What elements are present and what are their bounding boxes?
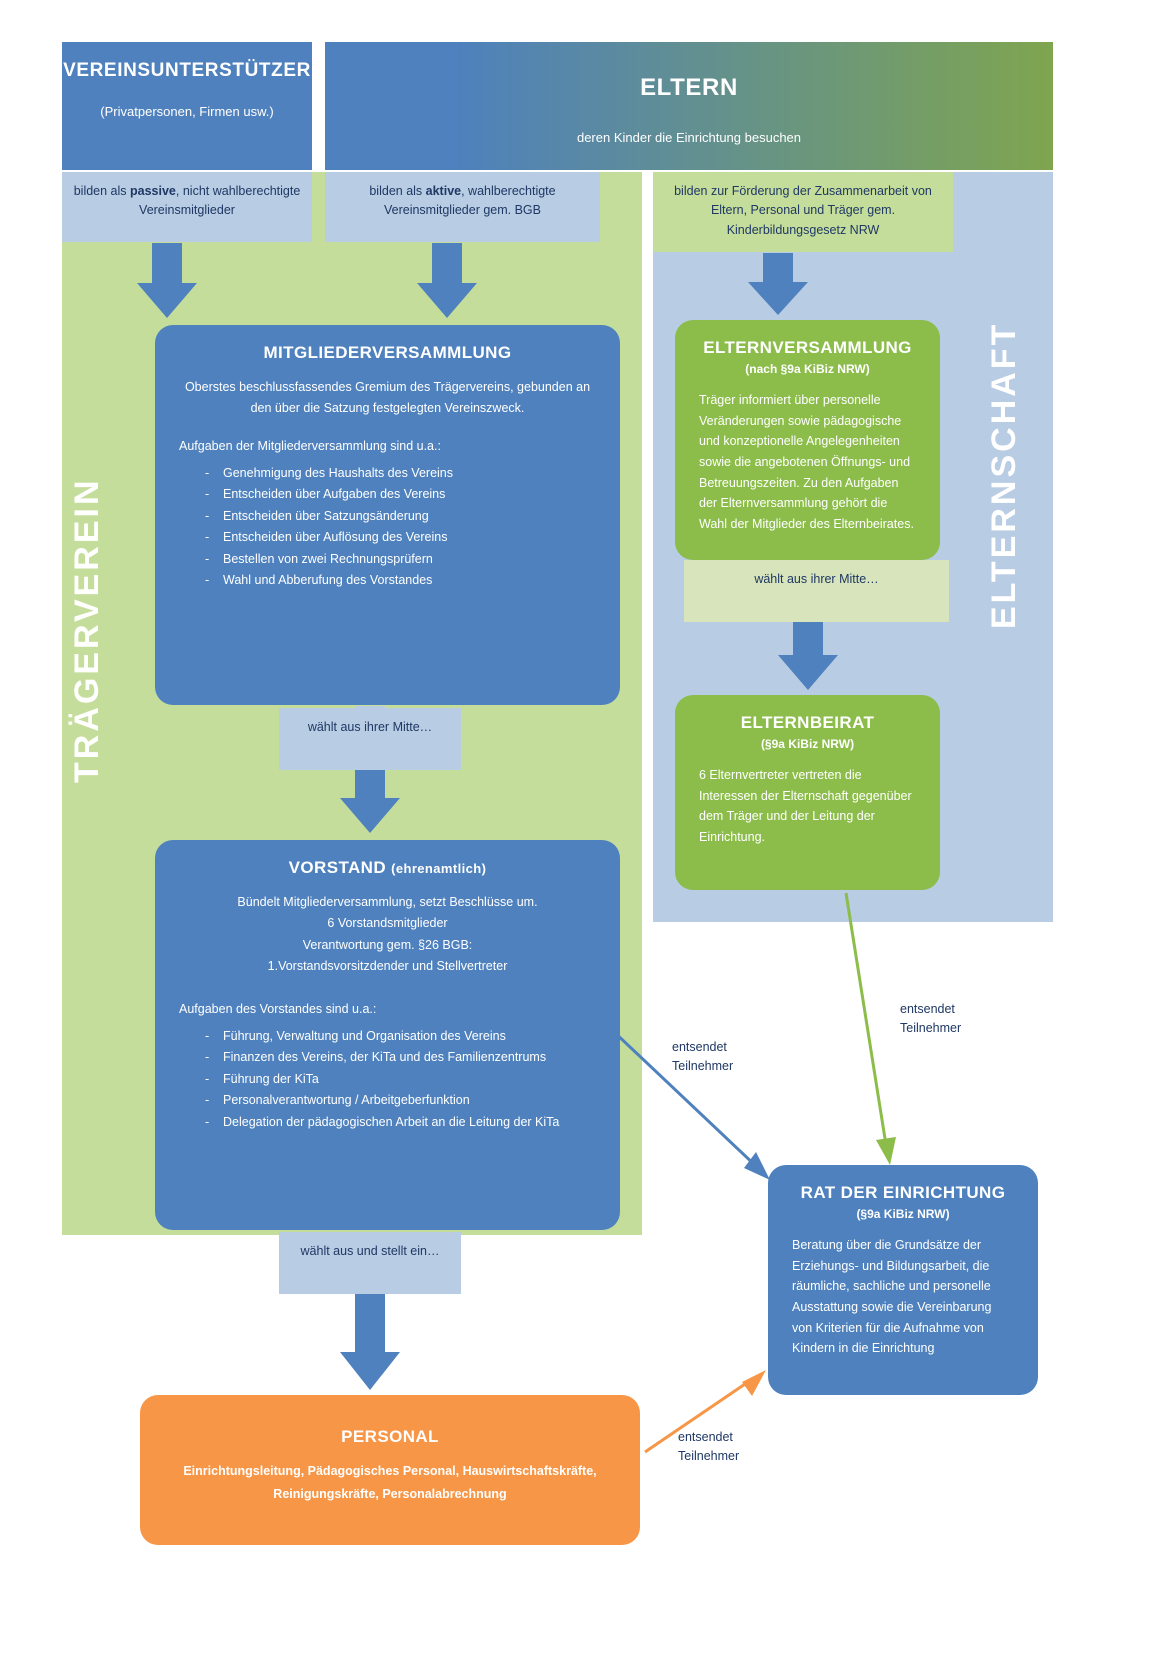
- node-vorstand-title-suffix: (ehrenamtlich): [391, 861, 487, 876]
- node-elternbeirat-subtitle: (§9a KiBiz NRW): [760, 737, 855, 751]
- node-mitgliederversammlung-intro: Oberstes beschlussfassendes Gremium des Trägervereins, gebunden an den über die Satzung festgelegten Vereinszweck.: [184, 380, 591, 415]
- node-personal: [140, 1395, 640, 1545]
- caption-waehlt-stellt-ein: wählt aus und stellt ein…: [279, 1232, 461, 1294]
- arrow-vorstand-to-personal: [340, 1294, 400, 1390]
- list-item: - Führung, Verwaltung und Organisation des Vereins: [179, 1026, 596, 1048]
- list-item: - Personalverantwortung / Arbeitgeberfunktion: [179, 1090, 596, 1112]
- caption-aktive-bold: aktive: [425, 184, 462, 198]
- node-rat-der-einrichtung-subtitle: (§9a KiBiz NRW): [856, 1207, 950, 1221]
- node-elternbeirat-text: 6 Elternvertreter vertreten die Interessen der Elternschaft gegenüber dem Träger und der Leitung der Einrichtung.: [699, 768, 912, 844]
- caption-foerderung-zusammenarbeit: bilden zur Förderung der Zusammenarbeit von Eltern, Personal und Träger gem. Kinderbildungsgesetz NRW: [653, 172, 953, 252]
- traegerverein-column-label: TRÄGERVEREIN: [68, 477, 106, 783]
- caption-aktive-pre: bilden als: [369, 184, 426, 198]
- header-vereinsunterstuetzer-subtitle: (Privatpersonen, Firmen usw.): [100, 104, 274, 119]
- arrow-elternbeirat-to-rat: [846, 893, 896, 1165]
- label-entsendet-vorstand: entsendet Teilnehmer: [672, 1040, 734, 1073]
- header-eltern-title: ELTERN: [640, 74, 738, 101]
- elternschaft-column-label: ELTERNSCHAFT: [985, 321, 1023, 629]
- caption-aktive-post: , wahlberechtigte Vereinsmitglieder gem. BGB: [383, 184, 556, 218]
- node-vorstand: [155, 840, 620, 1230]
- node-mitgliederversammlung-task-list: [179, 463, 596, 592]
- list-item: - Delegation der pädagogischen Arbeit an die Leitung der KiTa: [179, 1112, 596, 1134]
- node-elternversammlung-text: Träger informiert über personelle Veränderungen sowie pädagogische und konzeptionelle Angelegenheiten sowie die angebotenen Öffnungs- und Betreuungszeiten. Zu den Aufgaben der Elternversammlung gehört die Wahl der Mitglieder des Elternbeirates.: [699, 393, 914, 531]
- node-elternversammlung: [675, 320, 940, 560]
- node-mitgliederversammlung: [155, 325, 620, 705]
- node-vorstand-task-list: [179, 1026, 596, 1134]
- header-eltern: [325, 42, 1053, 170]
- caption-passive-post: , nicht wahlberechtigte Vereinsmitglieder: [139, 184, 301, 218]
- node-mitgliederversammlung-tasks-intro: Aufgaben der Mitgliederversammlung sind u.a.:: [179, 439, 441, 454]
- caption-waehlt-mitte-vorstand: wählt aus ihrer Mitte…: [279, 708, 461, 770]
- header-vereinsunterstuetzer-title: VEREINSUNTERSTÜTZER: [63, 60, 311, 81]
- node-elternversammlung-subtitle: (nach §9a KiBiz NRW): [745, 362, 870, 376]
- header-eltern-subtitle: deren Kinder die Einrichtung besuchen: [576, 130, 802, 145]
- node-elternbeirat-title: ELTERNBEIRAT: [740, 713, 875, 732]
- node-elternbeirat: [675, 695, 940, 890]
- header-vereinsunterstuetzer: [62, 42, 312, 170]
- node-vorstand-tasks-intro: Aufgaben des Vorstandes sind u.a.:: [179, 1002, 377, 1016]
- list-item: - Finanzen des Vereins, der KiTa und des Familienzentrums: [179, 1047, 596, 1069]
- node-rat-der-einrichtung: [768, 1165, 1038, 1395]
- caption-passive-pre: bilden als: [73, 184, 131, 198]
- label-entsendet-personal: entsendet Teilnehmer: [678, 1430, 740, 1463]
- caption-passive-mitglieder: [62, 172, 312, 242]
- node-vorstand-line3: Verantwortung gem. §26 BGB:: [302, 937, 473, 952]
- list-item: - Führung der KiTa: [179, 1069, 596, 1091]
- node-vorstand-line4: 1.Vorstandsvorsitzdender und Stellvertreter: [267, 958, 508, 973]
- caption-passive-bold: passive: [130, 184, 176, 198]
- node-vorstand-line2: 6 Vorstandsmitglieder: [327, 916, 448, 931]
- list-item: - Entscheiden über Satzungsänderung: [179, 506, 596, 528]
- node-mitgliederversammlung-title: MITGLIEDERVERSAMMLUNG: [263, 343, 512, 362]
- list-item: - Genehmigung des Haushalts des Vereins: [179, 463, 596, 485]
- node-rat-der-einrichtung-title: RAT DER EINRICHTUNG: [800, 1183, 1006, 1202]
- node-vorstand-line1: Bündelt Mitgliederversammlung, setzt Beschlüsse um.: [237, 895, 538, 909]
- caption-aktive-mitglieder: [325, 172, 600, 242]
- node-personal-title: PERSONAL: [341, 1427, 439, 1446]
- node-elternversammlung-title: ELTERNVERSAMMLUNG: [703, 338, 912, 357]
- node-personal-line2: Reinigungskräfte, Personalabrechnung: [273, 1486, 507, 1501]
- caption-waehlt-mitte-elternbeirat: wählt aus ihrer Mitte…: [684, 560, 949, 622]
- list-item: - Entscheiden über Aufgaben des Vereins: [179, 484, 596, 506]
- label-entsendet-elternbeirat: entsendet Teilnehmer: [900, 1002, 962, 1035]
- list-item: - Wahl und Abberufung des Vorstandes: [179, 570, 596, 592]
- node-personal-line1: Einrichtungsleitung, Pädagogisches Personal, Hauswirtschaftskräfte,: [183, 1464, 597, 1478]
- node-vorstand-title: VORSTAND: [288, 858, 387, 877]
- list-item: - Bestellen von zwei Rechnungsprüfern: [179, 549, 596, 571]
- node-rat-der-einrichtung-text: Beratung über die Grundsätze der Erziehungs- und Bildungsarbeit, die räumliche, sachliche und personelle Ausstattung sowie die Vereinbarung von Kriterien für die Aufnahme von Kindern in die Einrichtung: [792, 1238, 992, 1356]
- list-item: - Entscheiden über Auflösung des Vereins: [179, 527, 596, 549]
